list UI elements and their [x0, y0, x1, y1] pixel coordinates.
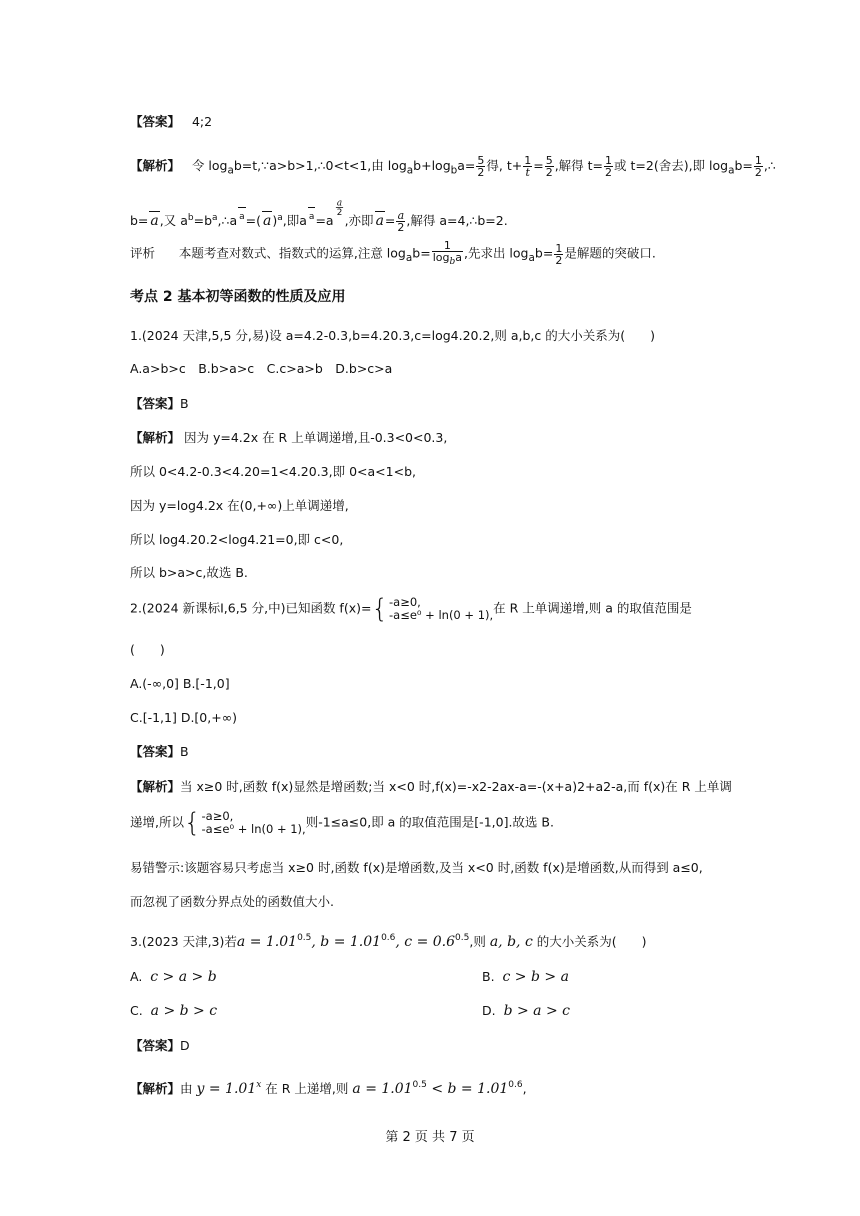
- q1-analysis-3: 因为 y=log4.2x 在(0,+∞)上单调递增,: [130, 498, 349, 513]
- text: b+log: [413, 158, 451, 173]
- text: a: [455, 251, 462, 264]
- numerator: 5: [477, 154, 485, 167]
- fraction-exponent: [335, 198, 342, 216]
- text: ,亦即: [344, 213, 374, 228]
- answer-label: 【答案】: [130, 1038, 181, 1053]
- sqrt: a: [263, 213, 272, 229]
- denominator: 2: [754, 166, 762, 179]
- text: ,: [522, 1081, 527, 1096]
- subscript: a: [227, 164, 234, 177]
- text: ,又 a: [159, 213, 188, 228]
- superscript: a: [212, 212, 218, 223]
- q2-warning-1: 易错警示:该题容易只考虑当 x≥0 时,函数 f(x)是增函数,及当 x<0 时,函数 f(x)是增函数,从而得到 a≤0,: [130, 860, 703, 875]
- numerator: 1: [555, 241, 563, 255]
- answer-value: B: [180, 396, 189, 411]
- q2-analysis-2: [130, 810, 554, 836]
- page-footer: 第 2 页 共 7 页: [385, 1130, 475, 1145]
- sqrt: a: [308, 207, 316, 226]
- option-value: a > b > c: [150, 1003, 218, 1019]
- brace-icon: {: [183, 808, 201, 838]
- numerator: a: [397, 209, 405, 222]
- text: 本题考查对数式、指数式的运算,注意 log: [178, 245, 406, 261]
- option-value: c > a > b: [150, 969, 217, 985]
- q1-analysis-1: [130, 429, 447, 447]
- fraction: [754, 155, 763, 178]
- text: 的大小关系为( ): [536, 934, 647, 949]
- text: 在 R 上递增,则: [265, 1081, 349, 1096]
- text: ,解得 t=: [554, 158, 604, 173]
- denominator: t: [525, 166, 530, 179]
- sqrt: a: [375, 213, 384, 229]
- text: 当 x≥0 时,函数 f(x)显然是增函数;当 x<0 时,f(x)=-x2-2ax-a=-(x+a)2+a2-a,而 f(x)在 R 上单调: [180, 779, 732, 794]
- text: b=: [130, 213, 149, 228]
- q2-answer: [130, 743, 189, 761]
- q3-option-c: [130, 1002, 217, 1020]
- sqrt: a: [238, 207, 246, 226]
- option-label: D.: [482, 1003, 496, 1018]
- fraction: [545, 155, 554, 178]
- answer-value: 4;2: [191, 114, 213, 129]
- comment-line: [130, 240, 656, 268]
- math: , c = 0.6: [395, 934, 456, 950]
- fraction: [604, 155, 613, 178]
- subscript: a: [405, 252, 413, 265]
- text: 3.(2023 天津,3)若: [130, 934, 237, 949]
- text: 在 R 上单调递增,则 a 的取值范围是: [493, 600, 692, 616]
- subscript: b: [450, 164, 458, 177]
- option-label: C.: [130, 1003, 143, 1018]
- denominator: 2: [545, 166, 553, 179]
- option-label: A.: [130, 969, 143, 984]
- subscript: a: [728, 164, 735, 177]
- analysis-label: 【解析】: [130, 430, 181, 445]
- superscript: x: [256, 1080, 262, 1090]
- superscript: 0.6: [508, 1080, 523, 1090]
- q3-stem: [130, 929, 647, 951]
- text: 2.(2024 新课标Ⅰ,6,5 分,中)已知函数 f(x)=: [130, 600, 372, 616]
- analysis-label: 【解析】: [130, 1081, 181, 1096]
- text: b=t,∵a>b>1,∴0<t<1,由 log: [233, 158, 407, 173]
- numerator: 1: [432, 240, 463, 252]
- subscript: a: [528, 252, 535, 265]
- text: =: [533, 158, 544, 173]
- q3-answer: [130, 1037, 190, 1055]
- analysis-label: 【解析】: [130, 158, 181, 173]
- superscript: 0.5: [297, 933, 312, 943]
- q1-analysis-4: 所以 log4.20.2<log4.21=0,即 c<0,: [130, 532, 344, 547]
- q3-option-a: [130, 968, 217, 986]
- sqrt: a: [150, 213, 159, 229]
- q2-paren: ( ): [130, 642, 165, 657]
- text: ,即a: [282, 213, 307, 228]
- math: a = 1.01: [352, 1081, 413, 1097]
- text: b=: [534, 245, 554, 261]
- case: -a≥0,: [201, 809, 234, 823]
- answer-value: B: [180, 744, 189, 759]
- fraction: [523, 155, 532, 178]
- text: =a: [315, 213, 334, 228]
- text: log: [432, 251, 450, 264]
- subscript: a: [406, 164, 414, 177]
- q2-options-cd: C.[-1,1] D.[0,+∞): [130, 710, 237, 725]
- answer-line-1: [130, 113, 212, 131]
- option-value: b > a > c: [503, 1003, 570, 1019]
- section-title: 考点 2 基本初等函数的性质及应用: [130, 289, 346, 305]
- text: ,则: [469, 934, 486, 949]
- denominator: [432, 252, 463, 268]
- comment-label: 评析: [130, 245, 156, 261]
- superscript: 0.5: [455, 933, 470, 943]
- denominator: 2: [555, 253, 563, 267]
- answer-value: D: [180, 1038, 190, 1053]
- text: =(: [245, 213, 262, 228]
- math: , b = 1.01: [311, 934, 382, 950]
- q3-analysis: [130, 1076, 527, 1098]
- answer-label: 【答案】: [130, 114, 181, 129]
- q1-analysis-2: 所以 0<4.2-0.3<4.20=1<4.20.3,即 0<a<1<b,: [130, 464, 416, 479]
- fraction: [396, 210, 405, 233]
- text: ,先求出 log: [463, 245, 529, 261]
- superscript: a: [277, 212, 283, 223]
- q1-answer: [130, 395, 189, 413]
- superscript: b: [187, 212, 194, 223]
- text: 则-1≤a≤0,即 a 的取值范围是[-1,0].故选 B.: [305, 814, 554, 830]
- superscript: 0.5: [412, 1080, 427, 1090]
- text: ): [272, 213, 278, 228]
- text: 得, t+: [486, 158, 523, 173]
- numerator: 5: [545, 154, 553, 167]
- option-value: c > b > a: [502, 969, 569, 985]
- text: b=: [412, 245, 431, 261]
- q2-warning-2: 而忽视了函数分界点处的函数值大小.: [130, 894, 334, 909]
- denominator: 2: [605, 166, 613, 179]
- q2-stem: [130, 596, 692, 622]
- fraction: [554, 243, 563, 266]
- analysis-label: 【解析】: [130, 779, 181, 794]
- text: 或 t=2(舍去),即 log: [614, 158, 729, 173]
- numerator: 1: [524, 154, 532, 167]
- q3-option-d: [482, 1002, 570, 1020]
- piecewise-cases: [389, 596, 493, 622]
- fraction: [432, 240, 463, 268]
- denominator: 2: [336, 207, 342, 218]
- q1-analysis-5: 所以 b>a>c,故选 B.: [130, 565, 248, 580]
- denominator: 2: [477, 166, 485, 179]
- case: -a≤e⁰ + ln(0 + 1),: [389, 608, 494, 622]
- fraction: [476, 155, 485, 178]
- text: =: [384, 213, 396, 228]
- brace-icon: {: [371, 594, 388, 624]
- math: a = 1.01: [236, 934, 298, 950]
- numerator: a: [336, 197, 342, 208]
- numerator: 1: [754, 154, 762, 167]
- text: ,∴: [763, 158, 776, 173]
- math: < b = 1.01: [426, 1081, 509, 1097]
- text: ,∴a: [217, 213, 238, 228]
- text: 是解题的突破口.: [564, 245, 656, 261]
- text: b=: [734, 158, 753, 173]
- text: ,解得 a=4,∴b=2.: [406, 213, 508, 228]
- subscript: b: [449, 257, 456, 268]
- superscript: [237, 212, 246, 222]
- piecewise-cases: [202, 810, 306, 836]
- q1-options: A.a>b>c B.b>a>c C.c>a>b D.b>c>a: [130, 361, 393, 376]
- analysis-line-2: [130, 196, 508, 233]
- case: -a≥0,: [389, 595, 421, 609]
- answer-label: 【答案】: [130, 744, 181, 759]
- q3-option-b: [482, 968, 569, 986]
- answer-label: 【答案】: [130, 396, 181, 411]
- math: y = 1.01: [196, 1081, 257, 1097]
- case: -a≤e⁰ + ln(0 + 1),: [201, 822, 306, 836]
- analysis-line-1: [130, 155, 776, 180]
- text: 递增,所以: [130, 814, 184, 830]
- text: 令 log: [191, 158, 228, 173]
- text: 由: [180, 1081, 193, 1096]
- superscript: 0.6: [381, 933, 396, 943]
- text: a=: [457, 158, 476, 173]
- text: 因为 y=4.2x 在 R 上单调递增,且-0.3<0<0.3,: [180, 430, 448, 445]
- denominator: 2: [397, 221, 405, 234]
- q2-analysis-1: [130, 778, 732, 796]
- math: a, b, c: [489, 934, 533, 950]
- q1-stem: 1.(2024 天津,5,5 分,易)设 a=4.2-0.3,b=4.20.3,c=log4.20.2,则 a,b,c 的大小关系为( ): [130, 328, 656, 343]
- q2-options-ab: A.(-∞,0] B.[-1,0]: [130, 676, 230, 691]
- numerator: 1: [605, 154, 613, 167]
- option-label: B.: [482, 969, 495, 984]
- text: =b: [193, 213, 213, 228]
